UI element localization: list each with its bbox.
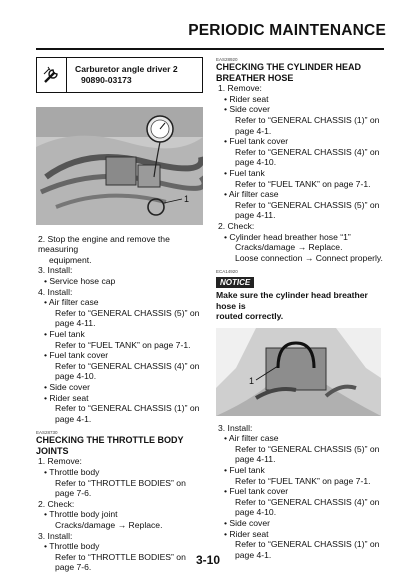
bullet-item: • Fuel tank: [44, 328, 85, 339]
reference-line: Refer to “GENERAL CHASSIS (4)” on: [235, 146, 380, 157]
step-number-line: 3. Install:: [218, 422, 253, 433]
step-number-line: 1. Remove:: [38, 456, 82, 467]
reference-line: Refer to “GENERAL CHASSIS (4)” on: [235, 496, 380, 507]
bullet-item: • Fuel tank cover: [224, 136, 289, 147]
reference-line: page 4-10.: [235, 507, 277, 518]
tool-part-number: 90890-03173: [81, 75, 132, 85]
bullet-item: • Throttle body: [44, 541, 100, 552]
notice-label: NOTICE: [216, 277, 254, 288]
notice-text: [216, 290, 386, 322]
breather-hose-photo: [216, 328, 381, 416]
reference-line: page 4-10.: [235, 157, 277, 168]
reference-line: page 4-11.: [55, 318, 96, 329]
photo-callout-1-right: 1: [249, 376, 255, 387]
bullet-item: • Rider seat: [224, 93, 269, 104]
bullet-item: • Side cover: [44, 381, 90, 392]
reference-line: Refer to “FUEL TANK” on page 7-1.: [55, 339, 191, 350]
step-number-line: 4. Install:: [38, 286, 73, 297]
step-number-line: 2. Check:: [38, 498, 75, 509]
reference-line: page 4-1.: [235, 549, 272, 560]
reference-line: page 4-11.: [235, 210, 276, 221]
section-title-throttle-joints: CHECKING THE THROTTLE BODY JOINTS: [36, 435, 184, 456]
section-title-line-1: CHECKING THE CYLINDER HEAD: [216, 62, 362, 72]
bullet-item: • Side cover: [224, 518, 270, 528]
reference-line: Refer to “FUEL TANK” on page 7-1.: [235, 178, 371, 189]
notice-text-line-1: Make sure the cylinder head breather hose is: [216, 290, 368, 311]
left-steps-a: [36, 234, 203, 425]
reference-line: Refer to “GENERAL CHASSIS (1)” on: [55, 403, 200, 414]
step-number-line: 3. Install:: [38, 265, 73, 276]
photo-callout-1: 1: [184, 194, 190, 204]
section-code-right: EAS28920: [216, 57, 238, 62]
reference-line: page 4-1.: [55, 413, 92, 424]
tool-icon-cell: [37, 58, 67, 92]
reference-line: Refer to “THROTTLE BODIES” on page 7-6.: [55, 551, 186, 573]
wrench-icon: [41, 64, 63, 86]
bullet-item: • Air filter case: [44, 297, 99, 308]
step-number-line: 1. Remove:: [218, 83, 262, 94]
bullet-item: • Throttle body: [44, 467, 100, 478]
bullet-item: • Fuel tank cover: [44, 350, 109, 361]
notice-text-line-2: routed correctly.: [216, 311, 284, 322]
bullet-item: • Air filter case: [224, 189, 279, 200]
bullet-item: • Service hose cap: [44, 275, 116, 286]
reference-line: Refer to “GENERAL CHASSIS (1)” on: [235, 114, 380, 125]
section-code-left: EAS28730: [36, 430, 58, 436]
notice-code: ECA14920: [216, 269, 238, 275]
reference-line: Refer to “GENERAL CHASSIS (5)” on: [235, 443, 380, 454]
reference-line: Refer to “THROTTLE BODIES” on page 7-6.: [55, 477, 186, 499]
bullet-item: • Throttle body joint: [44, 509, 118, 520]
throttle-sync-photo: [36, 107, 203, 225]
left-column: [36, 57, 203, 573]
reference-line: page 4-1.: [235, 125, 272, 136]
reference-line: Refer to “GENERAL CHASSIS (1)” on: [235, 539, 380, 550]
header-title: PERIODIC MAINTENANCE: [188, 22, 386, 39]
reference-line: Refer to “GENERAL CHASSIS (4)” on: [55, 360, 200, 371]
bullet-item: • Fuel tank: [224, 465, 265, 476]
tool-text: [67, 64, 178, 86]
reference-line: page 4-11.: [235, 454, 276, 465]
reference-line: page 4-10.: [55, 371, 97, 382]
bullet-item: • Cylinder head breather hose “1”: [224, 231, 351, 242]
bullet-item: • Rider seat: [224, 528, 269, 539]
right-column: [216, 57, 386, 560]
reference-line: equipment.: [49, 254, 92, 265]
step-number-line: 2. Stop the engine and remove the measuring: [38, 233, 170, 255]
reference-line: Refer to “GENERAL CHASSIS (5)” on: [55, 307, 200, 318]
right-steps-a: [216, 83, 386, 263]
section-title-line-2: BREATHER HOSE: [216, 72, 294, 83]
step-number-line: 2. Check:: [218, 220, 255, 231]
reference-line: Refer to “FUEL TANK” on page 7-1.: [235, 475, 371, 486]
bullet-item: • Air filter case: [224, 433, 279, 444]
reference-line: Loose connection → Connect properly.: [235, 252, 383, 263]
bullet-item: • Side cover: [224, 104, 270, 115]
right-steps-b: [216, 423, 386, 561]
bullet-item: • Fuel tank cover: [224, 486, 289, 497]
reference-line: Refer to “GENERAL CHASSIS (5)” on: [235, 199, 380, 210]
page-number: 3-10: [195, 553, 221, 567]
header-rule: [36, 48, 384, 50]
bullet-item: • Fuel tank: [224, 167, 265, 178]
reference-line: Cracks/damage → Replace.: [235, 242, 343, 253]
reference-line: Cracks/damage → Replace.: [55, 520, 163, 531]
bullet-item: • Rider seat: [44, 392, 89, 403]
section-title-breather-hose: [216, 62, 386, 83]
tool-box: [36, 57, 203, 93]
step-number-line: 3. Install:: [38, 530, 73, 541]
tool-name: Carburetor angle driver 2: [75, 64, 178, 74]
